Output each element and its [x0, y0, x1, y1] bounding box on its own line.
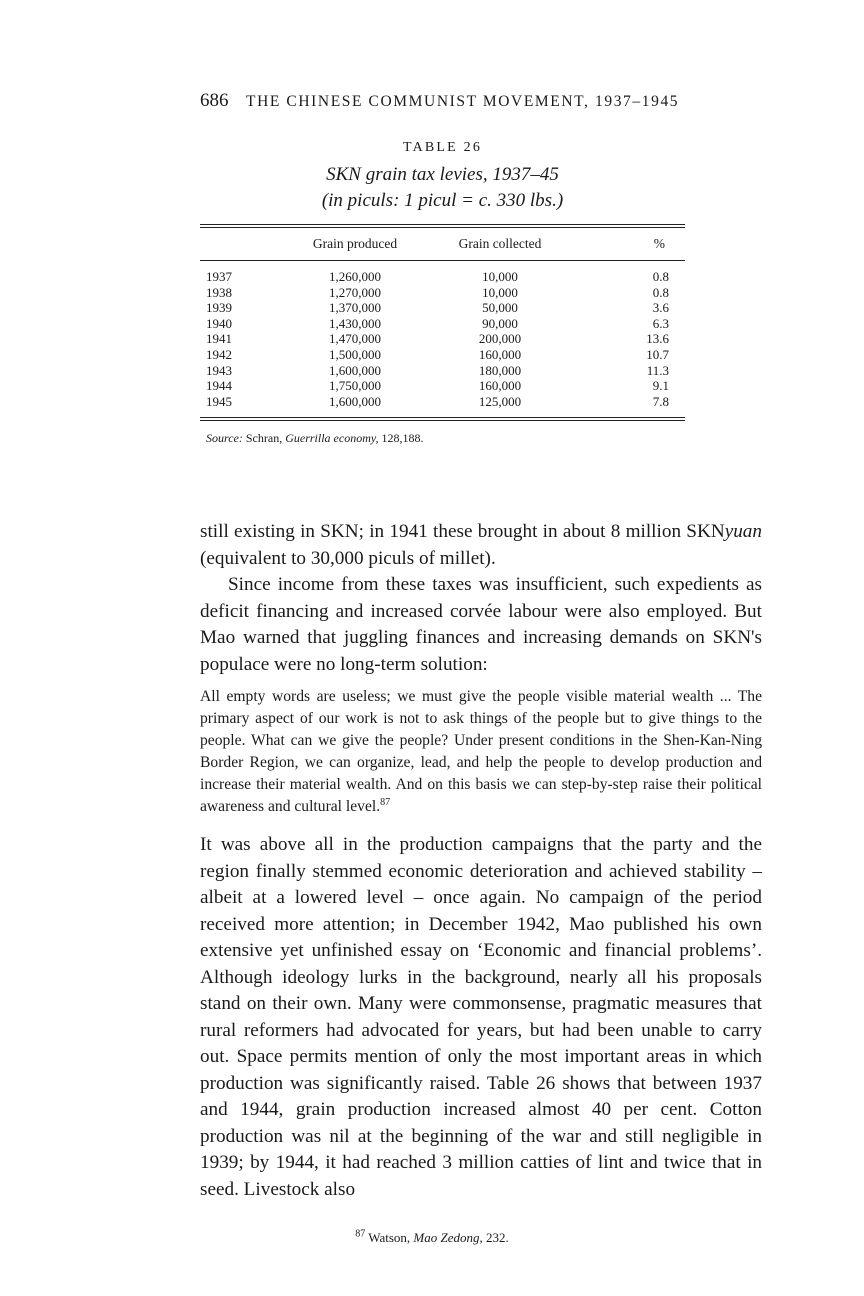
collected-cell: 160,000 [478, 346, 522, 362]
produced-cell: 1,600,000 [329, 393, 381, 409]
percent-cell: 11.3 [646, 362, 669, 378]
collected-cell: 90,000 [482, 315, 518, 331]
produced-cell: 1,270,000 [329, 284, 381, 300]
table-row [200, 269, 685, 285]
table-header-row [200, 228, 685, 260]
italic-term: yuan [724, 521, 762, 542]
collected-cell: 160,000 [478, 378, 522, 394]
paragraph: It was above all in the production campaigns that the party and the region finally stemmed economic deterioration and achieved stability – albeit at a lowered level – once again. No campaign of the period received more attention; in December 1942, Mao published his own extensive yet unfinished essay on ‘Economic and financial problems’. Although ideology lurks in the background, nearly all his proposals stand on their own. Many were commonsense, pragmatic measures that rural reformers had advocated for years, but had been unable to carry out. Space permits mention of only the most important areas in which production was significantly raised. Table 26 shows that between 1937 and 1944, grain production increased almost 40 per cent. Cotton production was nil at the beginning of the war and still negligible in 1939; by 1944, it had reached 3 million catties of lint and twice that in seed. Livestock also [200, 834, 762, 1200]
column-header-collected: Grain collected [458, 236, 542, 251]
percent-cell: 7.8 [652, 393, 669, 409]
table-title: SKN grain tax levies, 1937–45 [326, 164, 559, 185]
footnote-number: 87 [355, 1228, 366, 1240]
table-row [200, 363, 685, 379]
percent-cell: 9.1 [652, 378, 669, 394]
percent-cell: 6.3 [652, 315, 669, 331]
footnote-title: Mao Zedong, [413, 1230, 483, 1245]
table-row [200, 285, 685, 301]
source-label: Source: [206, 431, 243, 446]
table-label: TABLE 26 [402, 140, 483, 155]
table-unit-note: (in piculs: 1 picul = c. 330 lbs.) [321, 190, 564, 211]
quote-body: All empty words are useless; we must give the people visible material wealth ... The primary aspect of our work is not to ask things of the people but to give things to the people. What can we give the people? Under present conditions in the Shen-Kan-Ning Border Region, we can organize, lead, and help the people to develop production and increase their material wealth. And on this basis we can step-by-step raise their political awareness and cultural level. [200, 688, 762, 815]
body-text-upper [200, 519, 762, 678]
year-cell: 1942 [206, 346, 232, 362]
produced-cell: 1,260,000 [329, 269, 381, 284]
collected-cell: 10,000 [482, 269, 518, 284]
table-row [200, 300, 685, 316]
source-pages: 128,188. [381, 431, 424, 446]
paragraph-text: (equivalent to 30,000 piculs of millet). [200, 547, 496, 569]
footnote [0, 1230, 864, 1246]
footnote-page: 232. [486, 1230, 509, 1245]
table-row [200, 378, 685, 394]
percent-cell: 13.6 [646, 331, 669, 347]
body-text-lower [200, 832, 762, 1203]
grain-tax-table [200, 140, 685, 446]
collected-cell: 200,000 [478, 331, 522, 347]
table-row [200, 331, 685, 347]
collected-cell: 50,000 [482, 300, 518, 316]
page-number: 686 [200, 90, 229, 111]
year-cell: 1944 [206, 378, 232, 394]
collected-cell: 125,000 [478, 393, 522, 409]
column-header-produced: Grain produced [312, 236, 398, 251]
percent-cell: 3.6 [652, 300, 669, 316]
year-cell: 1941 [206, 331, 232, 347]
year-cell: 1943 [206, 362, 232, 378]
year-cell: 1938 [206, 284, 232, 300]
year-cell: 1937 [206, 269, 232, 284]
paragraph: Since income from these taxes was insufficient, such expedients as deficit financing and increased corvée labour were also employed. But Mao warned that juggling finances and increasing demands on SKN's populace were no long-term solution: [200, 574, 762, 675]
running-title: THE CHINESE COMMUNIST MOVEMENT, 1937–1945 [246, 93, 680, 110]
footnote-author: Watson, [368, 1230, 411, 1245]
produced-cell: 1,470,000 [329, 331, 381, 347]
percent-cell: 0.8 [652, 269, 669, 284]
paragraph-text: still existing in SKN; in 1941 these brought in about 8 million SKN [200, 521, 725, 542]
table-row [200, 316, 685, 332]
year-cell: 1939 [206, 300, 232, 316]
produced-cell: 1,500,000 [329, 346, 381, 362]
table-body [200, 261, 685, 417]
source-author: Schran, [245, 431, 283, 446]
percent-cell: 0.8 [652, 284, 669, 300]
column-header-percent: % [653, 236, 665, 251]
year-cell: 1945 [206, 393, 232, 409]
collected-cell: 10,000 [482, 284, 518, 300]
percent-cell: 10.7 [646, 346, 669, 362]
table-source [200, 431, 685, 446]
paragraph [200, 519, 762, 572]
produced-cell: 1,600,000 [329, 362, 381, 378]
quote-text [200, 686, 762, 818]
table-row [200, 394, 685, 410]
produced-cell: 1,370,000 [329, 300, 381, 316]
produced-cell: 1,430,000 [329, 315, 381, 331]
table-bottom-rule [200, 417, 685, 421]
footnote-ref: 87 [380, 796, 391, 808]
collected-cell: 180,000 [478, 362, 522, 378]
produced-cell: 1,750,000 [329, 378, 381, 394]
year-cell: 1940 [206, 315, 232, 331]
source-title: Guerrilla economy, [285, 431, 379, 446]
block-quote [200, 686, 762, 818]
table-row [200, 347, 685, 363]
